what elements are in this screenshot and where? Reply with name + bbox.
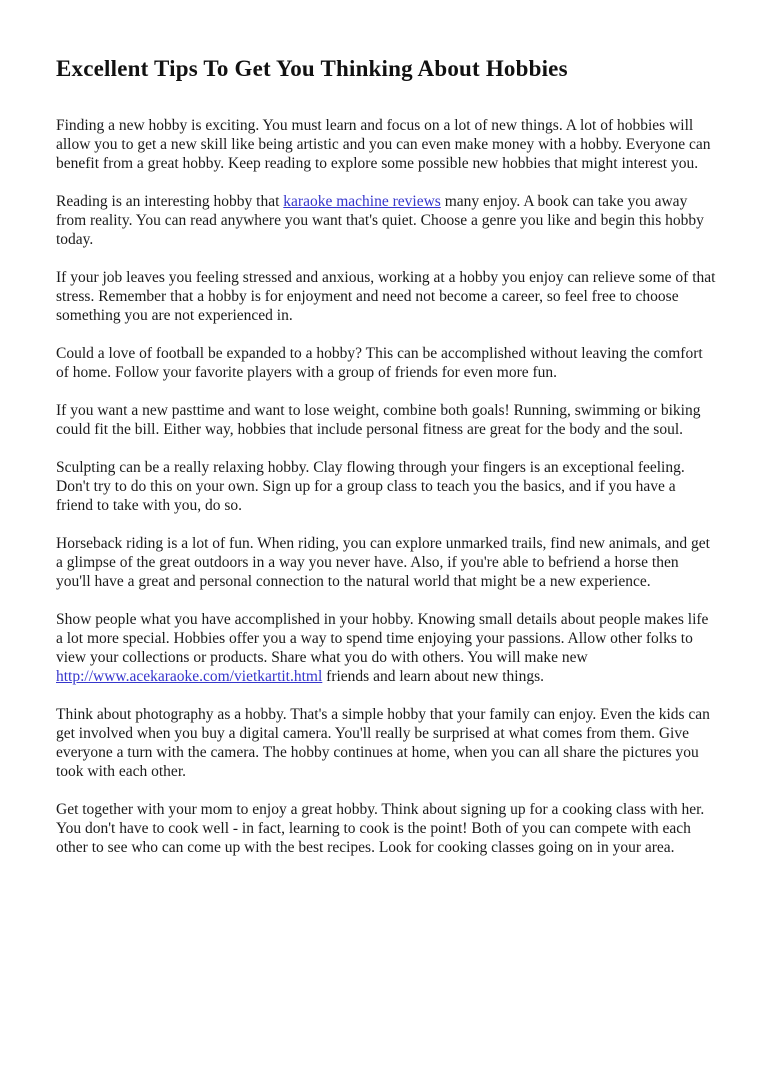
paragraph [56,800,716,857]
paragraph-text: Could a love of football be expanded to a hobby? This can be accomplished without leaving the comfort of home. Follow your favorite players with a group of friends for even more fun. [56,345,703,381]
paragraph-text: Get together with your mom to enjoy a great hobby. Think about signing up for a cooking class with her. You don't have to cook well - in fact, learning to cook is the point! Both of you can compete with each other to see who can come up with the best recipes. Look for cooking classes going on in your area. [56,801,705,856]
paragraph [56,268,716,325]
paragraph-text: If your job leaves you feeling stressed and anxious, working at a hobby you enjoy can relieve some of that stress. Remember that a hobby is for enjoyment and need not become a career, so feel free to choose something you are not experienced in. [56,269,716,324]
paragraph-text: Horseback riding is a lot of fun. When riding, you can explore unmarked trails, find new animals, and get a glimpse of the great outdoors in a way you never have. Also, if you're able to befriend a horse then you'll have a great and personal connection to the natural world that might be a new experience. [56,535,710,590]
inline-link[interactable]: karaoke machine reviews [283,193,441,210]
paragraph-text: Sculpting can be a really relaxing hobby. Clay flowing through your fingers is an exceptional feeling. Don't try to do this on your own. Sign up for a group class to teach you the basics, and if you have a friend to take with you, do so. [56,459,685,514]
page-title: Excellent Tips To Get You Thinking About Hobbies [56,56,568,81]
inline-link[interactable]: http://www.acekaraoke.com/vietkartit.html [56,668,323,685]
paragraph [56,401,716,439]
paragraph-text: friends and learn about new things. [322,668,544,685]
paragraph [56,534,716,591]
article-body [56,116,716,857]
paragraph [56,458,716,515]
paragraph-text: Think about photography as a hobby. That's a simple hobby that your family can enjoy. Even the kids can get involved when you buy a digital camera. You'll really be surprised at what comes from them. Give everyone a turn with the camera. The hobby continues at home, when you can all share the pictures you took with each other. [56,706,710,780]
paragraph-text: many enjoy. A book can take you away from reality. You can read anywhere you want that's quiet. Choose a genre you like and begin this hobby today. [56,193,704,248]
article [56,54,716,876]
paragraph-text: Reading is an interesting hobby that [56,193,284,210]
paragraph [56,344,716,382]
paragraph-text: Finding a new hobby is exciting. You must learn and focus on a lot of new things. A lot of hobbies will allow you to get a new skill like being artistic and you can even make money with a hobby. Everyone can benefit from a great hobby. Keep reading to explore some possible new hobbies that might interest you. [56,117,711,172]
paragraph [56,705,716,781]
paragraph [56,610,716,686]
paragraph [56,116,716,173]
paragraph-text: If you want a new pasttime and want to lose weight, combine both goals! Running, swimming or biking could fit the bill. Either way, hobbies that include personal fitness are great for the body and the soul. [56,402,701,438]
paragraph [56,192,716,249]
paragraph-text: Show people what you have accomplished in your hobby. Knowing small details about people makes life a lot more special. Hobbies offer you a way to spend time enjoying your passions. Allow other folks to view your collections or products. Share what you do with others. You will make new [56,611,709,666]
